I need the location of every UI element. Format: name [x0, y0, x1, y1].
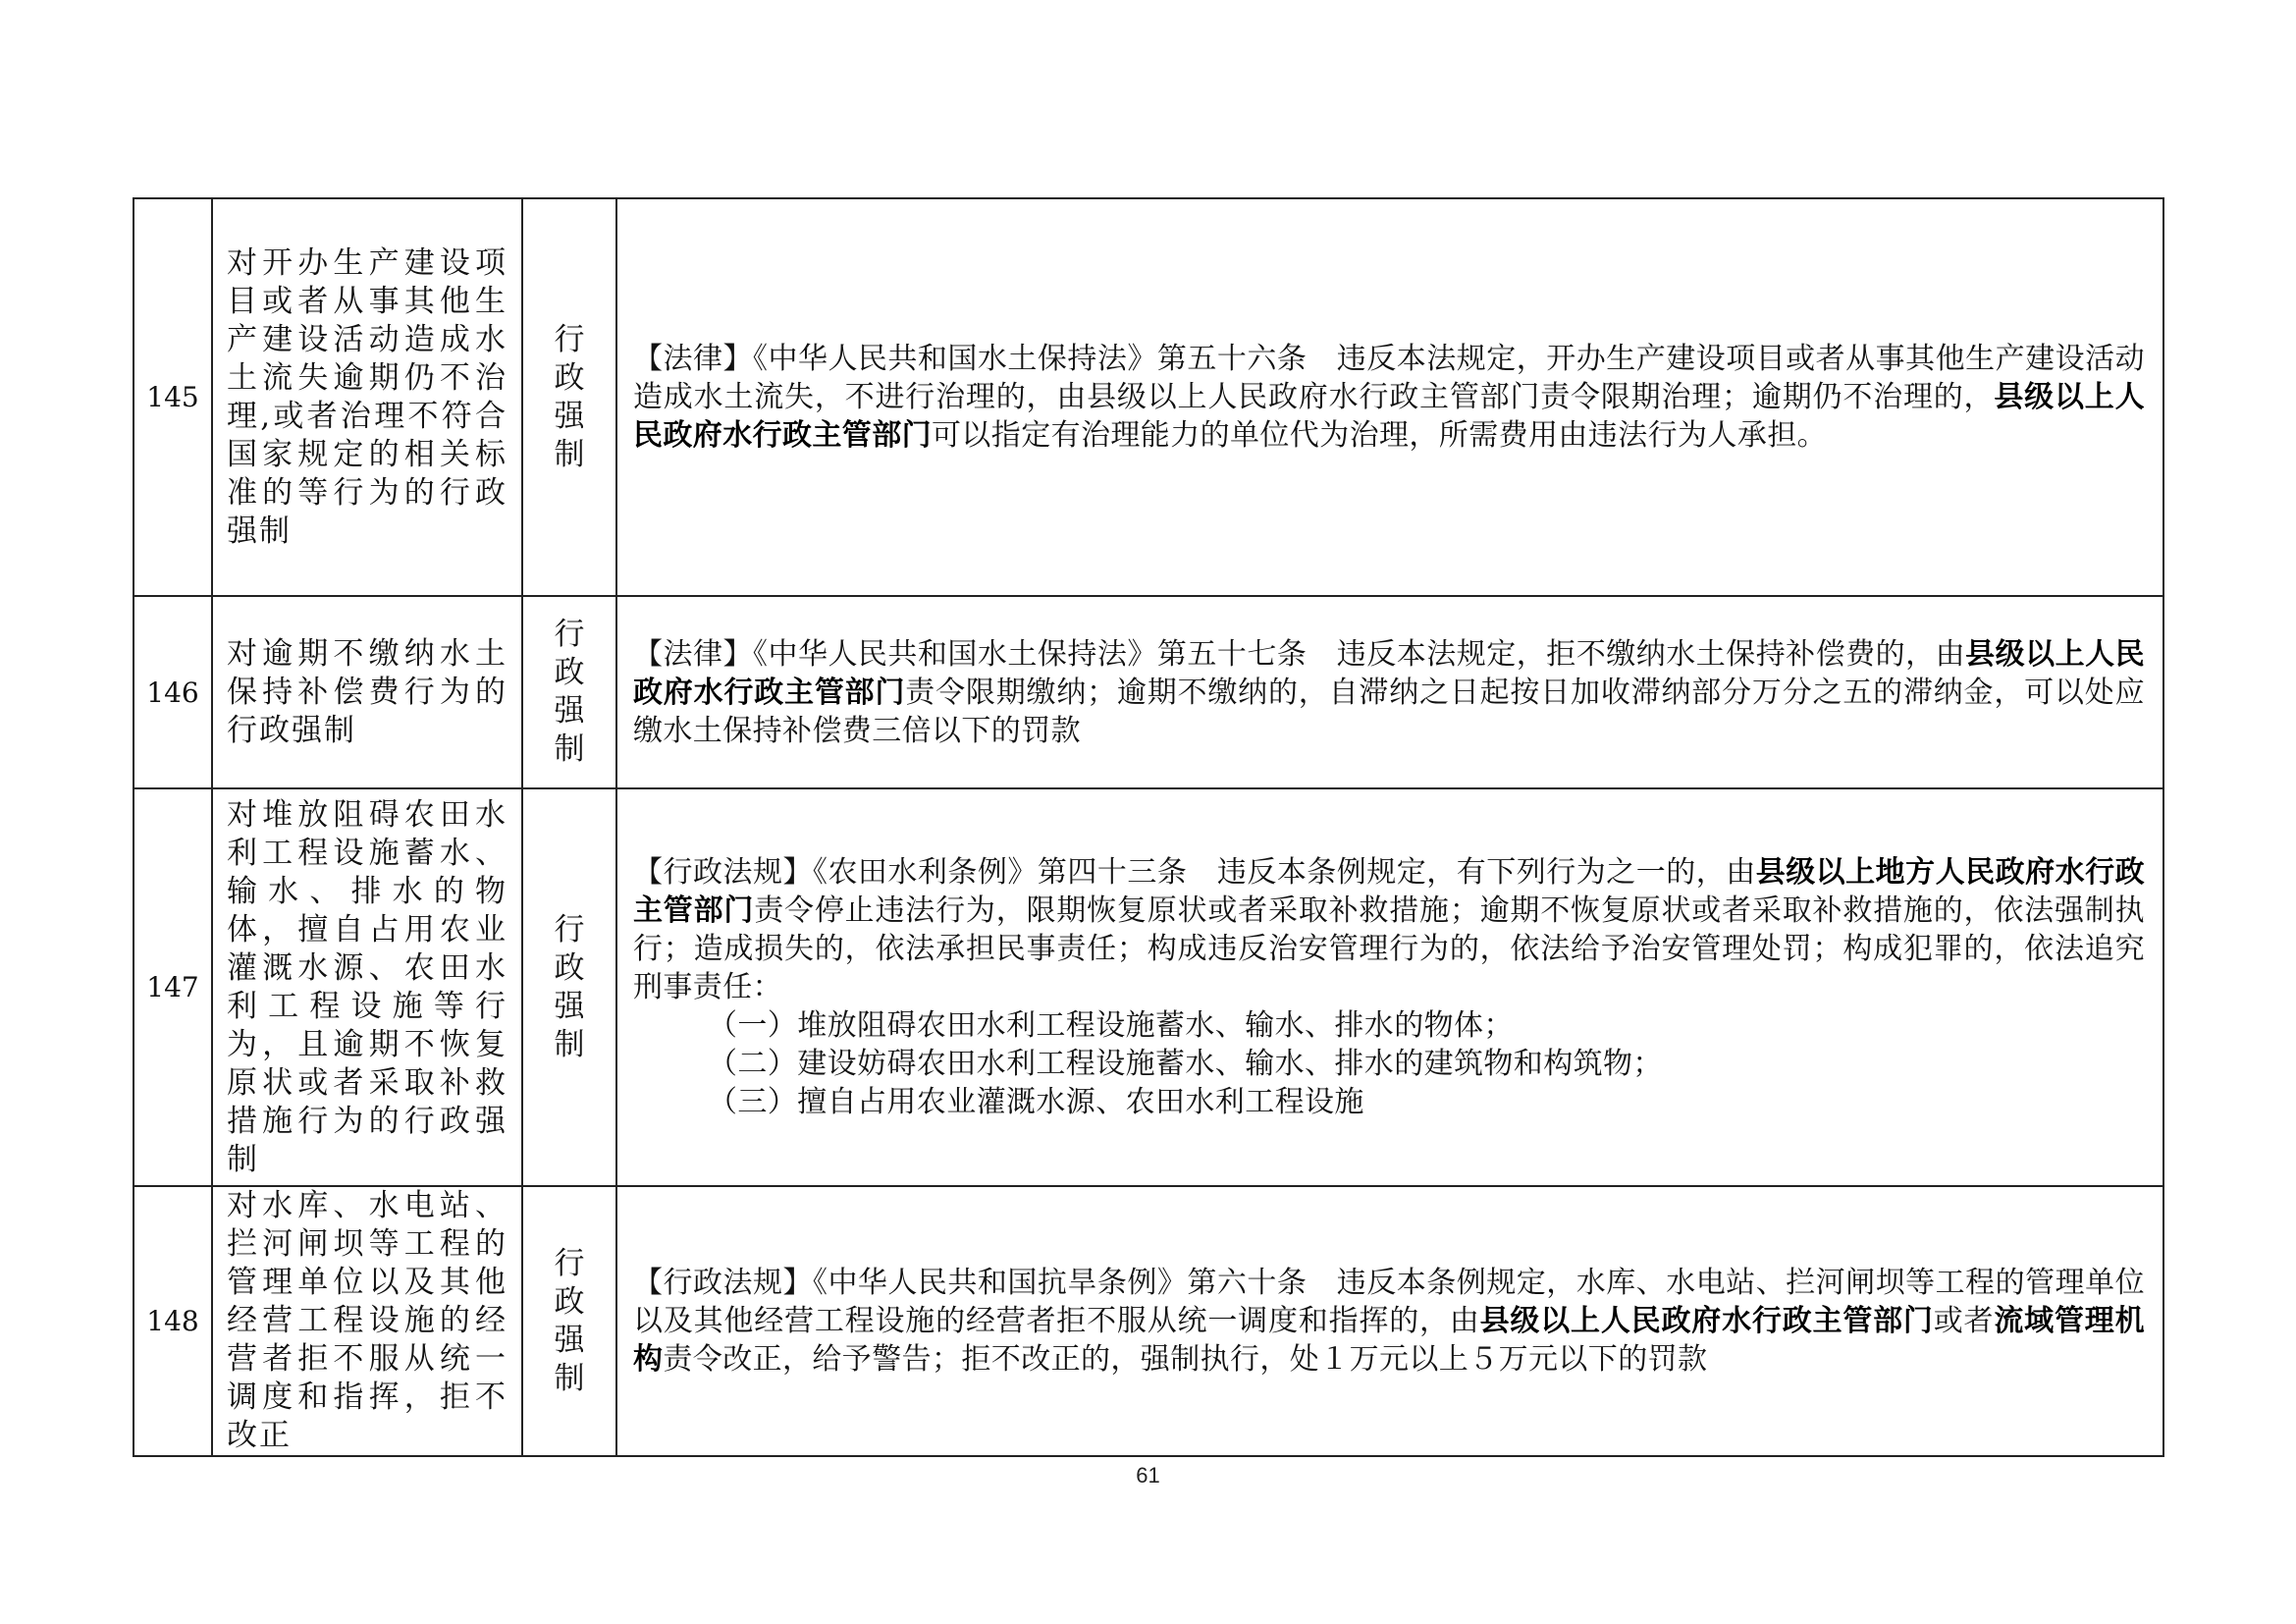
item-type-char: 强: [554, 1322, 585, 1358]
item-type-char: 政: [554, 655, 585, 690]
basis-text: 责令停止违法行为，限期恢复原状或者采取补救措施；逾期不恢复原状或者采取补救措施的，依法强制执行；造成损失的，依法承担民事责任；构成违反治安管理行为的，依法给予治安管理处罚；构成犯罪的，依法追究刑事责任：: [633, 893, 2145, 1004]
item-name: 对开办生产建设项目或者从事其他生产建设活动造成水土流失逾期仍不治理,或者治理不符合国家规定的相关标准的等行为的行政强制: [212, 198, 522, 596]
legal-basis: [616, 1186, 2163, 1456]
item-type-char: 政: [554, 1283, 585, 1320]
item-type-char: 制: [554, 1026, 585, 1062]
row-number: 147: [133, 788, 212, 1186]
item-type-char: 强: [554, 398, 585, 434]
row-number: 145: [133, 198, 212, 596]
item-type-char: 制: [554, 731, 585, 767]
list-item: （二）建设妨碍农田水利工程设施蓄水、输水、排水的建筑物和构筑物；: [708, 1047, 1663, 1081]
item-type-char: 强: [554, 988, 585, 1024]
table-row: [133, 198, 2163, 596]
basis-paragraph: [633, 853, 2145, 1006]
basis-text: 【行政法规】《中华人民共和国抗旱条例》第六十条 违反本条例规定，水库、水电站、拦河闸坝等工程的管理单位以及其他经营工程设施的经营者拒不服从统一调度和指挥的，由: [633, 1266, 2145, 1338]
basis-text: 【法律】《中华人民共和国水土保持法》第五十六条 违反本法规定，开办生产建设项目或者从事其他生产建设活动造成水土流失，不进行治理的，由县级以上人民政府水行政主管部门责令限期治理；逾期仍不治理的，: [633, 342, 2145, 414]
item-type-char: 强: [554, 693, 585, 729]
authority-bold: 县级以上人民政府水行政主管部门: [1479, 1304, 1934, 1338]
basis-text: 【行政法规】《农田水利条例》第四十三条 违反本条例规定，有下列行为之一的，由: [633, 855, 1756, 890]
list-item: （一）堆放阻碍农田水利工程设施蓄水、输水、排水的物体；: [708, 1008, 1514, 1043]
authority-bold: 流域管理机构: [633, 1304, 2146, 1377]
basis-text: 或者: [1933, 1304, 1995, 1338]
legal-basis: [616, 198, 2163, 596]
item-type: [522, 596, 616, 788]
basis-text: 【法律】《中华人民共和国水土保持法》第五十七条 违反本法规定，拒不缴纳水土保持补偿费的，由: [633, 636, 1966, 672]
basis-text: 责令改正，给予警告；拒不改正的，强制执行，处１万元以上５万元以下的罚款: [663, 1342, 1708, 1377]
list-item: （三）擅自占用农业灌溉水源、农田水利工程设施: [708, 1085, 1364, 1119]
row-number: 148: [133, 1186, 212, 1456]
item-type: [522, 198, 616, 596]
table-row: [133, 788, 2163, 1186]
legal-basis: [616, 788, 2163, 1186]
item-type: [522, 788, 616, 1186]
item-name: 对水库、水电站、拦河闸坝等工程的管理单位以及其他经营工程设施的经营者拒不服从统一调度和指挥，拒不改正: [212, 1186, 522, 1456]
legal-basis: [616, 596, 2163, 788]
item-type-char: 制: [554, 436, 585, 472]
item-type-char: 制: [554, 1360, 585, 1396]
enforcement-table: [133, 197, 2164, 1457]
authority-bold: 县级以上人民政府水行政主管部门: [633, 380, 2146, 453]
basis-text: 可以指定有治理能力的单位代为治理，所需费用由违法行为人承担。: [932, 418, 1827, 453]
item-type-char: 行: [554, 1245, 585, 1281]
authority-bold: 县级以上地方人民政府水行政主管部门: [633, 855, 2146, 928]
item-type-char: 行: [554, 911, 585, 947]
item-type-char: 政: [554, 949, 585, 986]
item-type: [522, 1186, 616, 1456]
item-type-char: 行: [554, 617, 585, 652]
authority-bold: 县级以上人民政府水行政主管部门: [633, 636, 2145, 710]
basis-text: 责令限期缴纳；逾期不缴纳的，自滞纳之日起按日加收滞纳部分万分之五的滞纳金，可以处应缴水土保持补偿费三倍以下的罚款: [633, 675, 2145, 748]
page-number: 61: [1136, 1463, 1160, 1488]
row-number: 146: [133, 596, 212, 788]
table-row: [133, 1186, 2163, 1456]
table-row: [133, 596, 2163, 788]
item-type-char: 政: [554, 359, 585, 396]
item-name: 对堆放阻碍农田水利工程设施蓄水、输水、排水的物体，擅自占用农业灌溉水源、农田水利工程设施等行为，且逾期不恢复原状或者采取补救措施行为的行政强制: [212, 788, 522, 1186]
item-name: 对逾期不缴纳水土保持补偿费行为的行政强制: [212, 596, 522, 788]
item-type-char: 行: [554, 321, 585, 357]
